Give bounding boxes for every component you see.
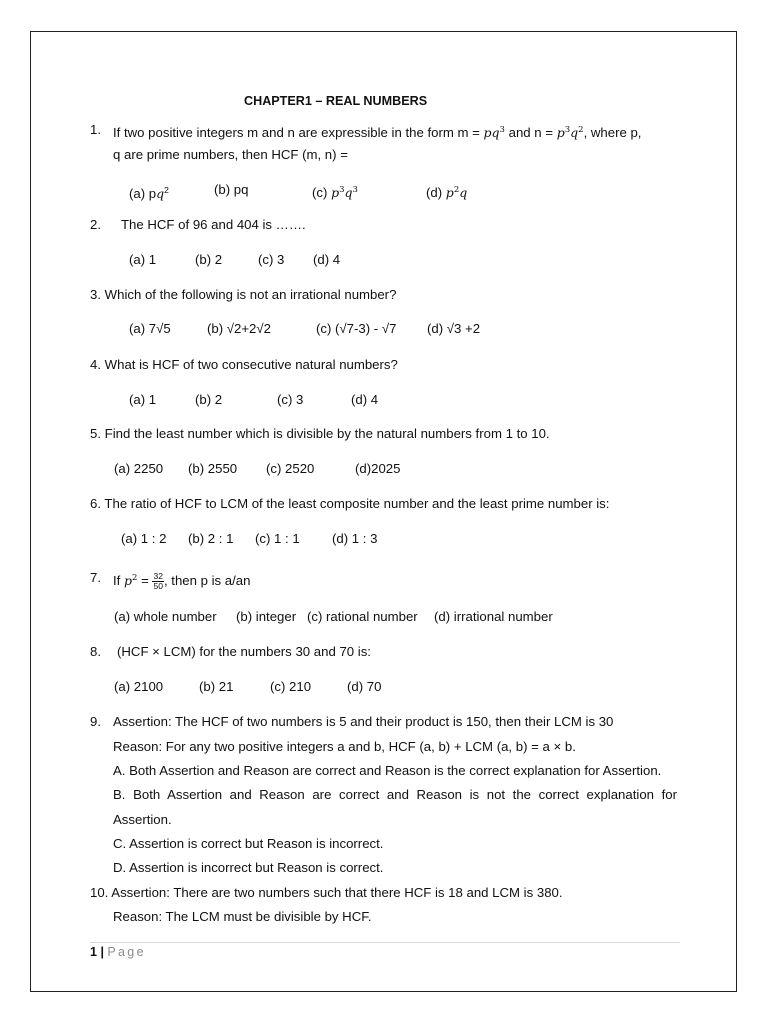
q6-option-b: (b) 2 : 1 (188, 531, 234, 546)
page-footer (90, 945, 146, 959)
page-label: Page (107, 945, 146, 959)
q4-option-c: (c) 3 (277, 392, 304, 407)
q1-option-c: (c) $p^3q^3$ (312, 185, 358, 200)
q5-option-d: (d)2025 (355, 461, 401, 476)
q5-option-c: (c) 2520 (266, 461, 315, 476)
q6-option-d: (d) 1 : 3 (332, 531, 378, 546)
question-6-text: 6. The ratio of HCF to LCM of the least composite number and the least prime number is: (90, 496, 610, 511)
q8-option-b: (b) 21 (199, 679, 234, 694)
q5-option-b: (b) 2550 (188, 461, 238, 476)
q1-option-b: (b) pq (214, 182, 249, 197)
question-3-text: 3. Which of the following is not an irrational number? (90, 287, 397, 302)
q5-option-a: (a) 2250 (114, 461, 164, 476)
q2-option-c: (c) 3 (258, 252, 285, 267)
q7-option-c: (c) rational number (307, 609, 418, 624)
q7-option-a: (a) whole number (114, 609, 217, 624)
q3-option-c: (c) (√7-3) - √7 (316, 321, 397, 336)
q8-option-d: (d) 70 (347, 679, 382, 694)
question-8-text: (HCF × LCM) for the numbers 30 and 70 is: (117, 644, 371, 659)
q6-option-c: (c) 1 : 1 (255, 531, 300, 546)
footer-divider (90, 942, 680, 943)
footer-separator: | (100, 945, 104, 959)
q3-option-a: (a) 7√5 (129, 321, 171, 336)
q9-option-a: A. Both Assertion and Reason are correct and Reason is the correct explanation for Assertion. (113, 763, 662, 778)
question-1-line-1 (113, 122, 641, 141)
q2-option-b: (b) 2 (195, 252, 223, 267)
q7-option-b: (b) integer (236, 609, 297, 624)
page-number: 1 (90, 945, 97, 959)
question-7-text: If $p^2$ = $\frac{32}{50}$ , then p is a/an (113, 571, 251, 592)
q1-m-expr: $pq^3$ (483, 125, 505, 140)
q9-reason: Reason: For any two positive integers a and b, HCF (a, b) + LCM (a, b) = a × b. (113, 739, 576, 754)
question-5-text: 5. Find the least number which is divisible by the natural numbers from 1 to 10. (90, 426, 550, 441)
question-9-number: 9. (90, 714, 101, 729)
q6-option-a: (a) 1 : 2 (121, 531, 167, 546)
q1-option-d: (d) $p^2q$ (426, 185, 468, 200)
q3-option-b: (b) √2+2√2 (207, 321, 271, 336)
question-2-text: The HCF of 96 and 404 is ……. (121, 217, 306, 232)
q9-option-b-line-2: Assertion. (113, 812, 172, 827)
q1-text-post: , where p, (583, 125, 642, 140)
q1-text-pre: If two positive integers m and n are expressible in the form m = (113, 125, 480, 140)
question-4-text: 4. What is HCF of two consecutive natural numbers? (90, 357, 398, 372)
q10-assertion: 10. Assertion: There are two numbers such that there HCF is 18 and LCM is 380. (90, 885, 563, 900)
question-8-number: 8. (90, 644, 101, 659)
q9-option-c: C. Assertion is correct but Reason is incorrect. (113, 836, 384, 851)
chapter-title: CHAPTER1 – REAL NUMBERS (244, 94, 428, 108)
q9-assertion: Assertion: The HCF of two numbers is 5 and their product is 150, then their LCM is 30 (113, 714, 614, 729)
question-7-number: 7. (90, 570, 101, 585)
q2-option-d: (d) 4 (313, 252, 341, 267)
q4-option-d: (d) 4 (351, 392, 379, 407)
q10-reason: Reason: The LCM must be divisible by HCF. (113, 909, 372, 924)
question-1-line-2: q are prime numbers, then HCF (m, n) = (113, 147, 348, 162)
q8-option-c: (c) 210 (270, 679, 312, 694)
q4-option-a: (a) 1 (129, 392, 157, 407)
q7-fraction: $\frac{32}{50}$ (153, 571, 163, 592)
q9-option-b-line-1: B. Both Assertion and Reason are correct and Reason is not the correct explanation for (113, 787, 677, 802)
q2-option-a: (a) 1 (129, 252, 157, 267)
q4-option-b: (b) 2 (195, 392, 223, 407)
question-1-number: 1. (90, 122, 101, 137)
q1-option-a: (a) $pq^2$ (129, 185, 169, 201)
q3-option-d: (d) √3 +2 (427, 321, 481, 336)
question-2-number: 2. (90, 217, 101, 232)
q7-option-d: (d) irrational number (434, 609, 553, 624)
q9-option-d: D. Assertion is incorrect but Reason is correct. (113, 860, 384, 875)
q1-n-expr: $p^3q^2$ (556, 125, 584, 140)
q8-option-a: (a) 2100 (114, 679, 164, 694)
q1-text-mid: and n = (508, 125, 554, 140)
